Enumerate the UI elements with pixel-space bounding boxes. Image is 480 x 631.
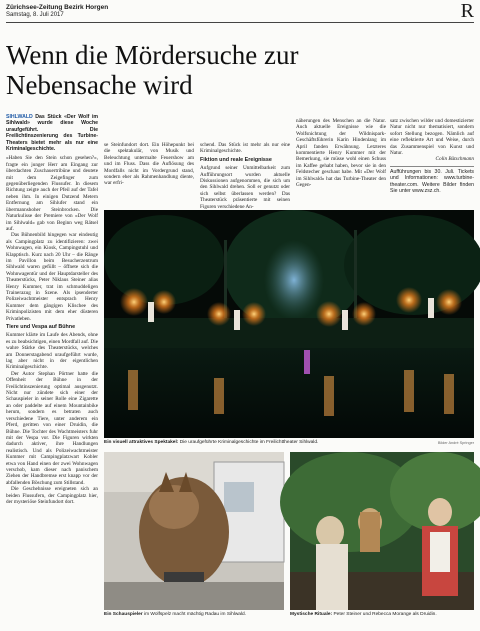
body-paragraph: schend. Das Stück ist mehr als nur eine Kriminalgeschichte. — [200, 142, 290, 155]
body-paragraph: Das Bühnenbild hingegen war eindeutig als Campingplatz zu identifizieren: zwei Wohnwagen, ein Kiosk, Campingstuhl und Klapptisch. Kurz nach 20 Uhr – die Ränge im Pavillon beim Besucherzentrum Sihlwald waren gefüllt – öffnete sich die Wohnwagentür und der Hauptdarsteller des Theaterstücks, Peter Niklaus Steiner alias Henry Kummer, trat im schmuddeligen Trainerazug in Szene. Als ipsenderter Polizeiwachtmeister entsprach Henry Kummer dem gängigen Klischee des Kriminpolizisten mit dem eher düsteren Privatleben. — [6, 232, 98, 322]
body-paragraph: näherungen des Menschen an die Natur. Auch aktuelle Ereignisse wie die Wolfsnichtung der Wildnispark-Geschäftsführerin Karin Hindenlang im April fanden Erwähnung. Letzteres kommentierte Henry Kummer mit der Bemerkung, sie müsse wohl einen Schuss im Kaffee gehabt haben, bevor sie in den Feldstecher geschaut habe. Mit «Der Wolf im Sihlwald» hat das Turbine-Theater den Gegen- — [296, 118, 386, 189]
masthead — [6, 2, 474, 23]
caption-bold: Ein visuell attraktives Spektakel: — [104, 440, 179, 445]
article-column-4 — [296, 118, 386, 206]
body-paragraph: Der Autor Stephan Pörtner hatte die Offenheit der Bühne in der Freilichtinszenierung optimal ausgenutzt. Nicht nur zündete sich einer der Schauspieler in seiner Rolle eine Zigarette an oder paddelte auf einem Mountainbike herum, sondern es betraten auch verschiedene Tiere, unter anderem ein Pferd, geritten von einer Druidin, die Bühne. Die Tochter des Wachtmeisters fuhr mit der Vespa vor. Die Figuren wirkten dadurch aktiver, ihre Handlungen realistisch. Und als Polizeiwachtmeister Kummer mit Campingplatzwart Kobler etwa von Hand einen der zwei Wohnwagen verschob, kam dieser nach panischem Ziehen der Handbremse erst knapp vor der abfallenden Böschung zum Stillstand. — [6, 370, 98, 486]
lead-paragraph — [6, 114, 98, 152]
ritual-photo — [290, 452, 474, 610]
author-byline: Colin Bätschmann — [435, 156, 474, 163]
main-photo-caption — [104, 440, 404, 446]
issue-date: Samstag, 8. Juli 2017 — [6, 12, 64, 18]
caption-text: Die uraufgeführte Kriminalgeschichte im Freilichttheater Sihlwald. — [179, 440, 319, 445]
caption-bold: Ein Schauspieler — [104, 612, 143, 617]
caption-text: im Wolfspelz macht mächtig Radau im Sihlwald. — [144, 612, 247, 617]
body-paragraph: se Steinfundort dort. Ein Höhepunkt bei die spektakulär, von Musik und Beleuchtung untermalte Feuershow am und im Fluss. Dass die Auflösung des Mordfalls nicht im Vordergrund stand, sondern eher als Rahmenhandlung diente, war erfri- — [104, 142, 194, 187]
left-photo-caption — [104, 612, 284, 618]
article-column-5 — [390, 118, 474, 208]
article-column-3 — [200, 142, 290, 210]
caption-bold: Mystische Rituale: — [290, 612, 333, 617]
lead-text: Das Stück «Der Wolf im Sihlwald» wurde diese Woche uraufgeführt. Die Freilichtinszenierung des Turbine-Theaters bietet mehr als nur eine Kriminalgeschichte. — [6, 114, 99, 153]
body-paragraph: Kummer klärte im Laufe des Abends, ohne es zu beabsichtigen, einen Mordfall auf. Die wahre Stärke des Theaterstücks, welches am Donnerstagabend uraufgeführt wurde, lag aber nicht in der eigentlichen Kriminalgeschichte. — [6, 332, 98, 371]
newspaper-name: Zürichsee-Zeitung Bezirk Horgen — [6, 4, 109, 11]
headline: Wenn die Mördersuche zur Nebensache wird — [6, 40, 299, 100]
wolf-actor-photo — [104, 452, 284, 610]
subheading: Fiktion und reale Ereignisse — [200, 156, 272, 163]
section-letter: R — [460, 0, 474, 22]
body-paragraph: «Haben Sie den Stein schon gesehen?», fragte ein junger Herr am Eingang zur überdachten Zuschauertribüne und deutete mit dem Zeigefinger zum gegenüberliegenden Flussufer. In diesem Richtung zeigte auch der Pfeil auf der Tafel neben ihm. In einigen Dutzend Metern Entfernung am Sihlufer stand ein übermannshoher Steinbrocken. Die Naturkulisse der Premiere von «Der Wolf im Sihlwald» gab von Beginn weg Rätsel auf. — [6, 155, 98, 232]
body-paragraph: Aufgrund seiner Unmittelbarkeit zum Aufführungsort wurden aktuelle Diskussionen aufgenommen, die sich um den Sihlwald drehen. Soll er genutzt oder sich selbst überlassen werden? Das Theaterstück präsentierte mit seinen Figuren verschiedene An- — [200, 165, 290, 210]
body-paragraph: Die Geschehnisse ereigneten sich an beiden Flussufern, der Campingplatz hier, der mysteriöse Steinfundort dort. — [6, 486, 98, 505]
info-box: Aufführungen bis 30. Juli. Tickets und Informationen: www.turbine-theater.com. Weitere Bilder finden Sie unter www.zsz.ch. — [390, 166, 474, 195]
article-column-1 — [6, 114, 98, 622]
dateline: SIHLWALD — [6, 114, 33, 120]
photo-credit: Bilder André Springer — [437, 441, 474, 445]
article-column-2 — [104, 142, 194, 206]
subheading: Tiere und Vespa auf Bühne — [6, 324, 76, 330]
night-performance-photo — [104, 210, 474, 438]
right-photo-caption — [290, 612, 474, 618]
caption-text: Peter Steiner und Rebecca Morange als Druidin. — [333, 612, 437, 617]
body-paragraph: satz zwischen wilder und domestizierter Natur nicht nur thematisiert, sondern sofort Stellung bezogen. Nämlich auf eine reflektierte Art und Weise, durch das Zusammenspiel von Kunst und Natur. — [390, 118, 474, 157]
